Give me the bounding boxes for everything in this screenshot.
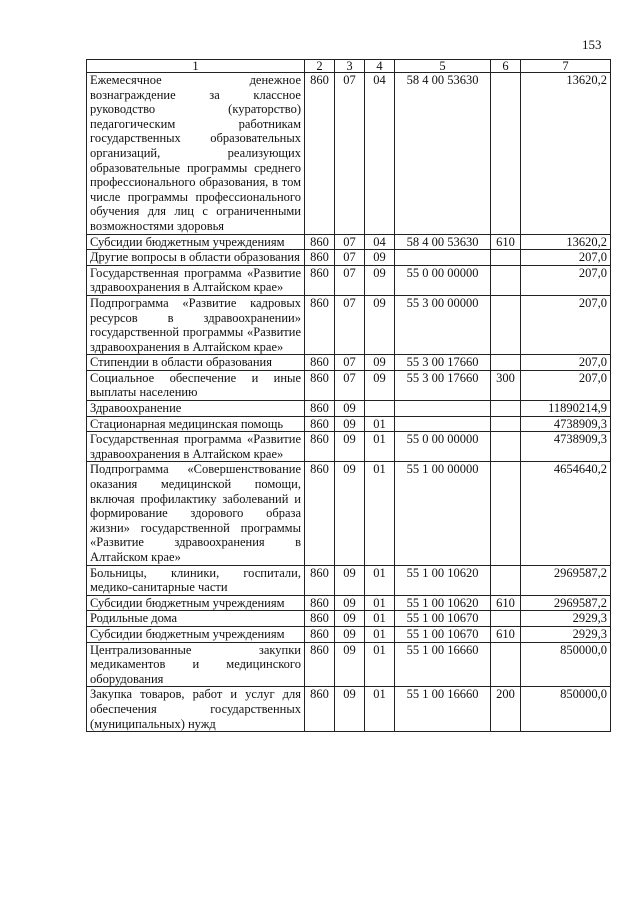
row-name: Ежемесячное денежное вознаграждение за классное руководство (кураторство) педагогическим работникам государственных образовательных организаций, реализующих образовательные программы среднего профессионального образования, в том числе программы профессионального обучения для лиц с ограниченными возможностями здоровья (87, 73, 305, 235)
table-row (87, 626, 611, 642)
row-section-code: 09 (335, 611, 365, 627)
row-expense-type (491, 250, 521, 266)
row-subsection-code: 01 (365, 642, 395, 687)
header-col-7: 7 (521, 60, 611, 73)
row-name: Подпрограмма «Совершенствование оказания медицинской помощи, включая профилактику заболеваний и формирование здорового образа жизни» государственной программы «Развитие здравоохранения в Алтайском крае» (87, 462, 305, 565)
row-section-code: 07 (335, 355, 365, 371)
row-target-item (395, 401, 491, 417)
row-name: Стационарная медицинская помощь (87, 416, 305, 432)
row-subsection-code: 01 (365, 416, 395, 432)
row-expense-type (491, 432, 521, 462)
row-amount: 2969587,2 (521, 565, 611, 595)
row-target-item: 55 1 00 10620 (395, 565, 491, 595)
header-col-5: 5 (395, 60, 491, 73)
row-expense-type: 300 (491, 370, 521, 400)
table-row (87, 234, 611, 250)
row-expense-type: 610 (491, 626, 521, 642)
row-subsection-code: 01 (365, 565, 395, 595)
row-name: Субсидии бюджетным учреждениям (87, 595, 305, 611)
row-subsection-code: 04 (365, 73, 395, 235)
row-target-item (395, 416, 491, 432)
row-expense-type (491, 611, 521, 627)
row-section-code: 09 (335, 432, 365, 462)
row-admin-code: 860 (305, 73, 335, 235)
row-section-code: 07 (335, 370, 365, 400)
row-target-item: 55 1 00 10620 (395, 595, 491, 611)
row-expense-type (491, 642, 521, 687)
row-target-item: 55 1 00 16660 (395, 687, 491, 732)
row-expense-type (491, 265, 521, 295)
table-row (87, 565, 611, 595)
row-expense-type (491, 462, 521, 565)
row-name: Субсидии бюджетным учреждениям (87, 626, 305, 642)
row-admin-code: 860 (305, 416, 335, 432)
row-amount: 850000,0 (521, 687, 611, 732)
row-expense-type (491, 416, 521, 432)
table-row (87, 401, 611, 417)
row-target-item: 55 3 00 17660 (395, 355, 491, 371)
row-section-code: 09 (335, 565, 365, 595)
row-subsection-code: 01 (365, 462, 395, 565)
row-section-code: 09 (335, 642, 365, 687)
row-amount: 207,0 (521, 355, 611, 371)
row-target-item (395, 250, 491, 266)
row-admin-code: 860 (305, 595, 335, 611)
row-section-code: 09 (335, 401, 365, 417)
row-expense-type (491, 565, 521, 595)
row-section-code: 09 (335, 595, 365, 611)
row-amount: 4738909,3 (521, 416, 611, 432)
table-row (87, 462, 611, 565)
row-section-code: 09 (335, 416, 365, 432)
table-row (87, 611, 611, 627)
row-expense-type (491, 401, 521, 417)
row-amount: 207,0 (521, 265, 611, 295)
header-col-2: 2 (305, 60, 335, 73)
row-name: Субсидии бюджетным учреждениям (87, 234, 305, 250)
row-amount: 13620,2 (521, 73, 611, 235)
header-col-3: 3 (335, 60, 365, 73)
row-admin-code: 860 (305, 432, 335, 462)
table-row (87, 355, 611, 371)
row-target-item: 55 0 00 00000 (395, 432, 491, 462)
row-name: Стипендии в области образования (87, 355, 305, 371)
row-target-item: 58 4 00 53630 (395, 234, 491, 250)
table-row (87, 370, 611, 400)
table-row (87, 642, 611, 687)
row-name: Подпрограмма «Развитие кадровых ресурсов в здравоохранении» государственной программы «Развитие здравоохранения в Алтайском крае» (87, 295, 305, 354)
row-expense-type: 200 (491, 687, 521, 732)
row-admin-code: 860 (305, 234, 335, 250)
header-col-4: 4 (365, 60, 395, 73)
row-target-item: 55 3 00 17660 (395, 370, 491, 400)
row-subsection-code (365, 401, 395, 417)
row-admin-code: 860 (305, 355, 335, 371)
row-subsection-code: 09 (365, 295, 395, 354)
table-row (87, 265, 611, 295)
row-amount: 207,0 (521, 370, 611, 400)
row-section-code: 07 (335, 265, 365, 295)
row-name: Родильные дома (87, 611, 305, 627)
row-amount: 2929,3 (521, 611, 611, 627)
table-row (87, 250, 611, 266)
header-col-1: 1 (87, 60, 305, 73)
row-subsection-code: 09 (365, 370, 395, 400)
row-expense-type: 610 (491, 595, 521, 611)
row-admin-code: 860 (305, 687, 335, 732)
row-expense-type (491, 355, 521, 371)
row-admin-code: 860 (305, 626, 335, 642)
row-admin-code: 860 (305, 250, 335, 266)
row-amount: 4654640,2 (521, 462, 611, 565)
row-section-code: 07 (335, 295, 365, 354)
row-target-item: 55 1 00 10670 (395, 626, 491, 642)
row-amount: 4738909,3 (521, 432, 611, 462)
row-section-code: 09 (335, 462, 365, 565)
header-row (87, 60, 611, 73)
row-section-code: 09 (335, 626, 365, 642)
row-admin-code: 860 (305, 370, 335, 400)
row-amount: 2969587,2 (521, 595, 611, 611)
table-row (87, 595, 611, 611)
row-name: Государственная программа «Развитие здравоохранения в Алтайском крае» (87, 265, 305, 295)
row-subsection-code: 01 (365, 687, 395, 732)
row-admin-code: 860 (305, 642, 335, 687)
row-section-code: 09 (335, 687, 365, 732)
row-amount: 207,0 (521, 295, 611, 354)
table-row (87, 416, 611, 432)
table-row (87, 295, 611, 354)
row-target-item: 58 4 00 53630 (395, 73, 491, 235)
page-number: 153 (582, 37, 602, 52)
table-row (87, 687, 611, 732)
row-admin-code: 860 (305, 565, 335, 595)
row-expense-type: 610 (491, 234, 521, 250)
row-name: Государственная программа «Развитие здравоохранения в Алтайском крае» (87, 432, 305, 462)
row-amount: 207,0 (521, 250, 611, 266)
row-name: Социальное обеспечение и иные выплаты населению (87, 370, 305, 400)
row-amount: 2929,3 (521, 626, 611, 642)
row-section-code: 07 (335, 250, 365, 266)
row-admin-code: 860 (305, 401, 335, 417)
row-admin-code: 860 (305, 265, 335, 295)
table-row (87, 432, 611, 462)
row-subsection-code: 09 (365, 265, 395, 295)
row-name: Больницы, клиники, госпитали, медико-санитарные части (87, 565, 305, 595)
row-admin-code: 860 (305, 611, 335, 627)
row-admin-code: 860 (305, 295, 335, 354)
row-subsection-code: 04 (365, 234, 395, 250)
row-target-item: 55 0 00 00000 (395, 265, 491, 295)
row-expense-type (491, 73, 521, 235)
row-target-item: 55 1 00 10670 (395, 611, 491, 627)
row-section-code: 07 (335, 73, 365, 235)
row-subsection-code: 09 (365, 355, 395, 371)
row-target-item: 55 1 00 00000 (395, 462, 491, 565)
row-expense-type (491, 295, 521, 354)
budget-table (86, 59, 611, 732)
row-subsection-code: 09 (365, 250, 395, 266)
row-amount: 13620,2 (521, 234, 611, 250)
table-body (87, 73, 611, 732)
row-name: Другие вопросы в области образования (87, 250, 305, 266)
row-name: Централизованные закупки медикаментов и медицинского оборудования (87, 642, 305, 687)
row-admin-code: 860 (305, 462, 335, 565)
row-name: Здравоохранение (87, 401, 305, 417)
row-subsection-code: 01 (365, 432, 395, 462)
row-subsection-code: 01 (365, 611, 395, 627)
row-subsection-code: 01 (365, 626, 395, 642)
row-amount: 850000,0 (521, 642, 611, 687)
row-target-item: 55 3 00 00000 (395, 295, 491, 354)
row-subsection-code: 01 (365, 595, 395, 611)
row-section-code: 07 (335, 234, 365, 250)
header-col-6: 6 (491, 60, 521, 73)
row-target-item: 55 1 00 16660 (395, 642, 491, 687)
row-name: Закупка товаров, работ и услуг для обеспечения государственных (муниципальных) нужд (87, 687, 305, 732)
row-amount: 11890214,9 (521, 401, 611, 417)
table-row (87, 73, 611, 235)
